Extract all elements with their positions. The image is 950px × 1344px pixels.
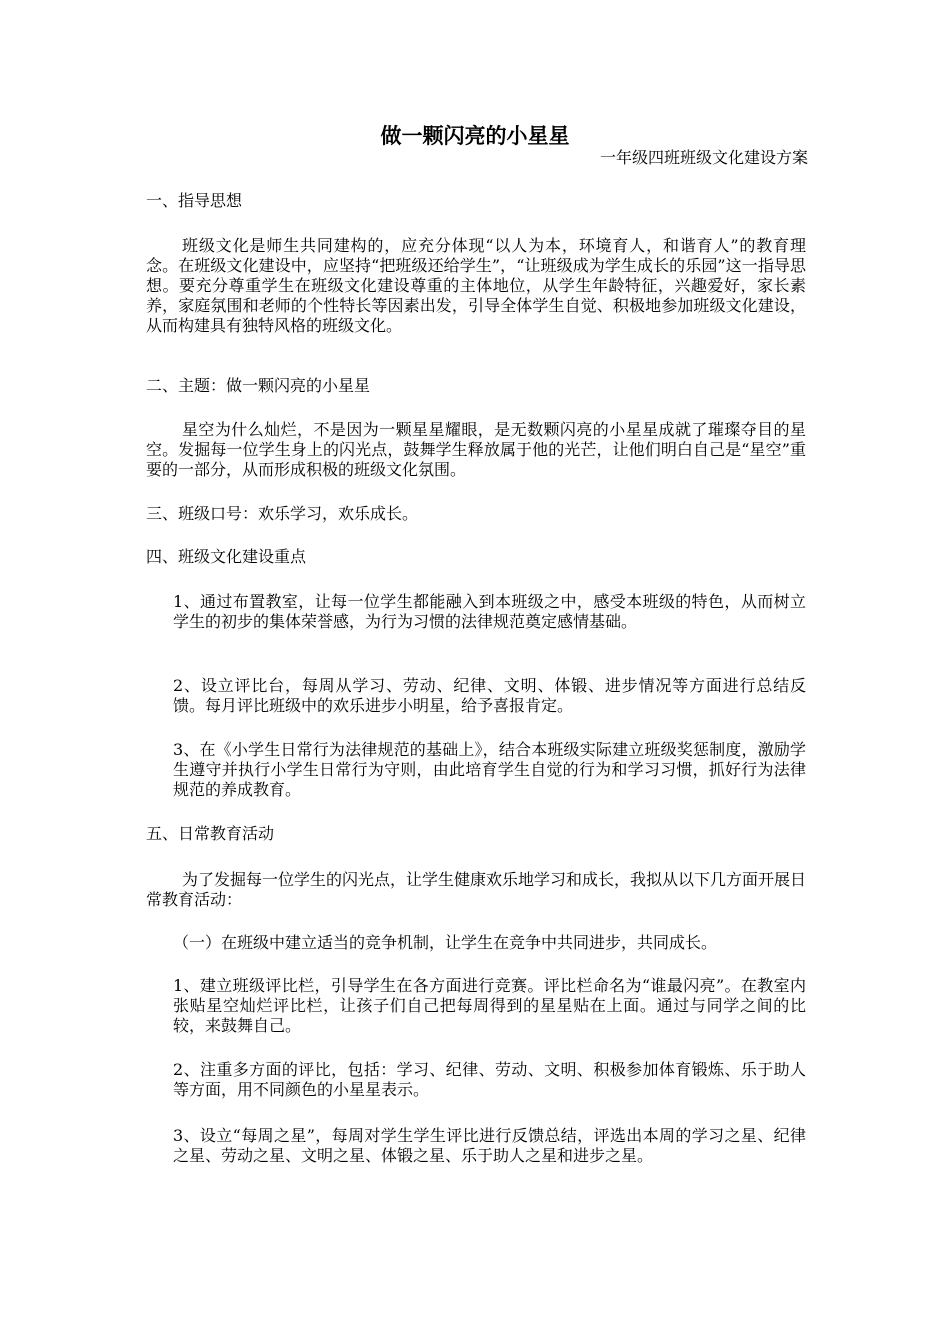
list-item-key-point-2: 2、设立评比台，每周从学习、劳动、纪律、文明、体锻、进步情况等方面进行总结反馈。每月评比班级中的欢乐进步小明星，给予喜报肯定。: [173, 676, 806, 715]
section-heading-daily-activities: 五、日常教育活动: [146, 824, 275, 843]
paragraph-guiding-ideology: 班级文化是师生共同建构的，应充分体现“以人为本，环境育人，和谐育人”的教育理念。在班级文化建设中，应坚持“把班级还给学生”，“让班级成为学生成长的乐园”这一指导思想。要充分尊重学生在班级文化建设尊重的主体地位，从学生年龄特征，兴趣爱好，家长素养，家庭氛围和老师的个性特长等因素出发，引导全体学生自觉、积极地参加班级文化建设，从而构建具有独特风格的班级文化。: [146, 236, 806, 335]
list-item-activity-1: 1、建立班级评比栏，引导学生在各方面进行竞赛。评比栏命名为“谁最闪亮”。在教室内张贴星空灿烂评比栏，让孩子们自己把每周得到的星星贴在上面。通过与同学之间的比较，来鼓舞自己。: [173, 976, 806, 1035]
paragraph-theme: 星空为什么灿烂，不是因为一颗星星耀眼，是无数颗闪亮的小星星成就了璀璨夺目的星空。发掘每一位学生身上的闪光点，鼓舞学生释放属于他的光芒，让他们明白自己是“星空”重要的一部分，从而形成积极的班级文化氛围。: [146, 420, 806, 479]
list-item-activity-3: 3、设立“每周之星”，每周对学生学生评比进行反馈总结，评选出本周的学习之星、纪律之星、劳动之星、文明之星、体锻之星、乐于助人之星和进步之星。: [173, 1126, 806, 1165]
list-item-activity-2: 2、注重多方面的评比，包括：学习、纪律、劳动、文明、积极参加体育锻炼、乐于助人等方面，用不同颜色的小星星表示。: [173, 1060, 806, 1099]
list-item-key-point-1: 1、通过布置教室，让每一位学生都能融入到本班级之中，感受本班级的特色，从而树立学生的初步的集体荣誉感，为行为习惯的法律规范奠定感情基础。: [173, 592, 806, 631]
subheading-competition-mechanism: （一）在班级中建立适当的竞争机制，让学生在竞争中共同进步，共同成长。: [173, 933, 718, 952]
list-item-key-point-3: 3、在《小学生日常行为法律规范的基础上》，结合本班级实际建立班级奖惩制度，激励学生遵守并执行小学生日常行为守则，由此培育学生自觉的行为和学习习惯，抓好行为法律规范的养成教育。: [173, 740, 806, 799]
section-heading-slogan: 三、班级口号：欢乐学习，欢乐成长。: [146, 504, 419, 523]
document-subtitle: 一年级四班班级文化建设方案: [599, 148, 808, 167]
paragraph-daily-activities: 为了发掘每一位学生的闪光点，让学生健康欢乐地学习和成长，我拟从以下几方面开展日常教育活动：: [146, 870, 807, 909]
section-heading-guiding-ideology: 一、指导思想: [146, 191, 243, 210]
document-title: 做一颗闪亮的小星星: [380, 123, 570, 148]
section-heading-key-points: 四、班级文化建设重点: [146, 547, 307, 566]
section-heading-theme: 二、主题：做一颗闪亮的小星星: [146, 376, 371, 395]
